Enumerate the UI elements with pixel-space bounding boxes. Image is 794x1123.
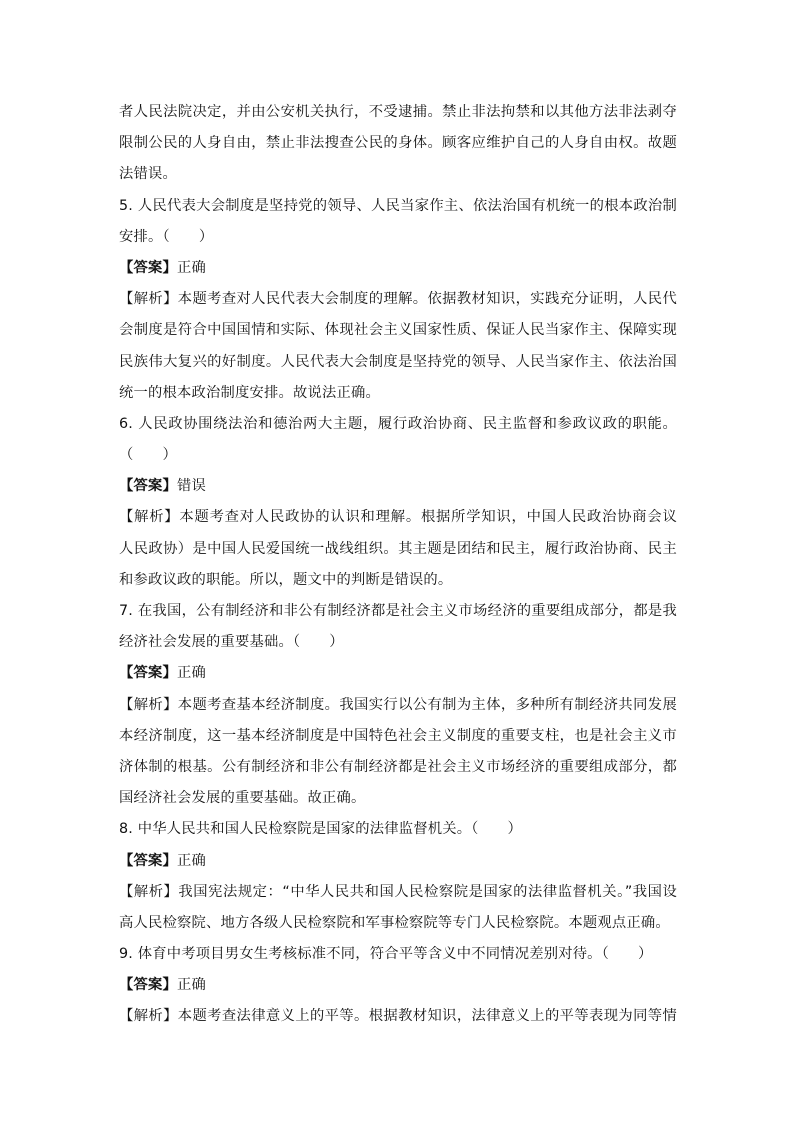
answer-6 — [119, 471, 677, 502]
answer-value: 正确 — [177, 977, 206, 994]
text-line: 本经济制度，这一基本经济制度是中国特色社会主义制度的重要支柱，也是社会主义市 — [119, 727, 677, 744]
text-line: 国经济社会发展的重要基础。故正确。 — [119, 790, 366, 807]
text-line: 经济社会发展的重要基础。（ ） — [119, 634, 344, 651]
answer-value: 正确 — [177, 259, 206, 276]
answer-9 — [119, 970, 677, 1001]
text-line: 限制公民的人身自由，禁止非法搜查公民的身体。顾客应维护自己的人身自由权。故题 — [119, 135, 677, 152]
text-line: 安排。（ ） — [119, 228, 214, 245]
answer-label: 【答案】 — [119, 852, 177, 869]
answer-8 — [119, 846, 677, 877]
answer-value: 正确 — [177, 852, 206, 869]
answer-value: 正确 — [177, 665, 206, 682]
text-line: 人民政协）是中国人民爱国统一战线组织。其主题是团结和民主，履行政治协商、民主 — [119, 540, 677, 557]
answer-label: 【答案】 — [119, 977, 177, 994]
text-line: （ ） — [119, 447, 177, 464]
text-line: 者人民法院决定，并由公安机关执行，不受逮捕。禁止非法拘禁和以其他方法非法剥夺 — [119, 104, 677, 120]
answer-label: 【答案】 — [119, 665, 177, 682]
question-9: 9. 体育中考项目男女生考核标准不同，符合平等含义中不同情况差别对待。（ ） — [119, 946, 653, 963]
analysis-7: 【解析】本题考查基本经济制度。我国实行以公有制为主体，多种所有制经济共同发展 — [119, 696, 677, 713]
question-8: 8. 中华人民共和国人民检察院是国家的法律监督机关。（ ） — [119, 821, 523, 838]
text-line: 济体制的根基。公有制经济和非公有制经济都是社会主义市场经济的重要组成部分，都 — [119, 758, 677, 775]
text-line: 统一的根本政治制度安排。故说法正确。 — [119, 384, 380, 401]
answer-7 — [119, 658, 677, 689]
analysis-8: 【解析】我国宪法规定：“中华人民共和国人民检察院是国家的法律监督机关。”我国设 — [119, 883, 677, 900]
text-line: 民族伟大复兴的好制度。人民代表大会制度是坚持党的领导、人民当家作主、依法治国 — [119, 353, 677, 370]
analysis-5: 【解析】本题考查对人民代表大会制度的理解。依据教材知识，实践充分证明，人民代 — [119, 291, 677, 308]
question-6: 6. 人民政协围绕法治和德治两大主题，履行政治协商、民主监督和参政议政的职能。 — [119, 415, 677, 432]
analysis-9: 【解析】本题考查法律意义上的平等。根据教材知识，法律意义上的平等表现为同等情 — [119, 1008, 677, 1025]
text-line: 会制度是符合中国国情和实际、体现社会主义国家性质、保证人民当家作主、保障实现 — [119, 322, 677, 339]
text-line: 和参政议政的职能。所以，题文中的判断是错误的。 — [119, 571, 453, 588]
text-line: 法错误。 — [119, 166, 177, 183]
answer-label: 【答案】 — [119, 478, 177, 495]
question-5: 5. 人民代表大会制度是坚持党的领导、人民当家作主、依法治国有机统一的根本政治制 — [119, 197, 677, 214]
document-body — [119, 97, 677, 1033]
answer-label: 【答案】 — [119, 259, 177, 276]
answer-5 — [119, 253, 677, 284]
text-line: 高人民检察院、地方各级人民检察院和军事检察院等专门人民检察院。本题观点正确。 — [119, 914, 670, 931]
analysis-6: 【解析】本题考查对人民政协的认识和理解。根据所学知识，中国人民政治协商会议 — [119, 509, 677, 526]
question-7: 7. 在我国，公有制经济和非公有制经济都是社会主义市场经济的重要组成部分，都是我 — [119, 603, 677, 619]
answer-value: 错误 — [177, 478, 206, 495]
